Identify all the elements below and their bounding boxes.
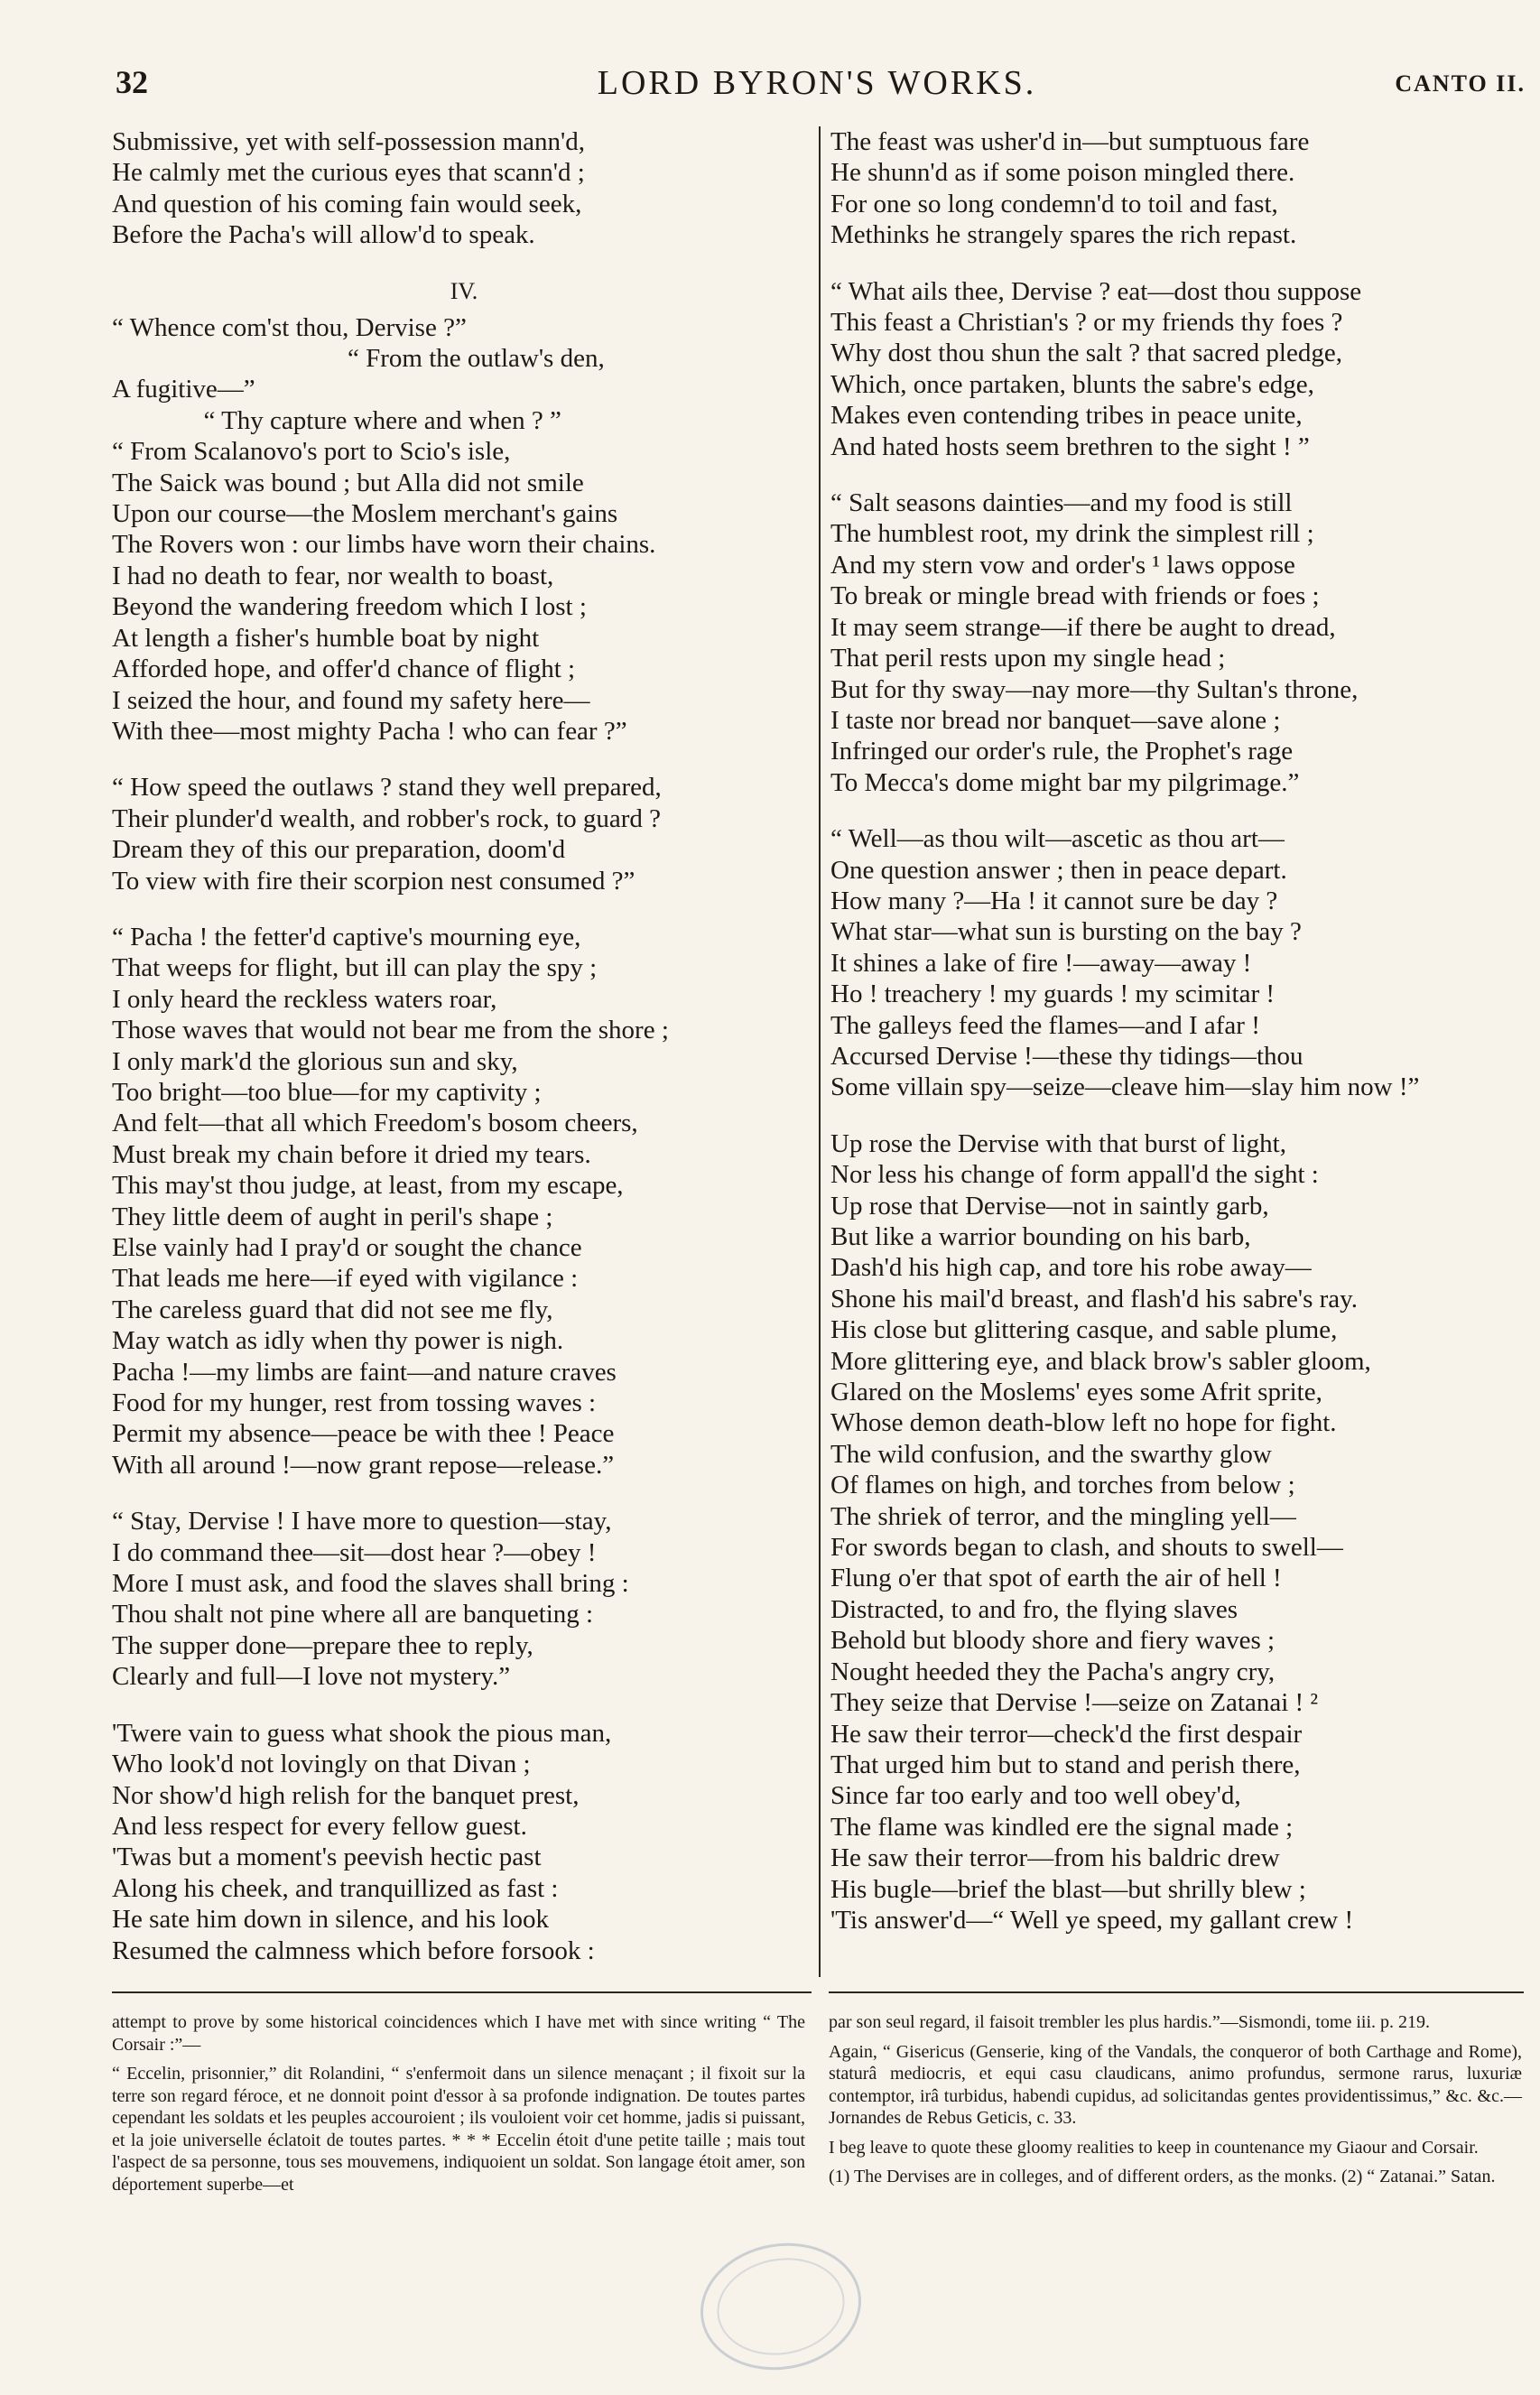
verse-line: This may'st thou judge, at least, from my escape, [112,1171,624,1201]
verse-line: I do command thee—sit—dost hear ?—obey ! [112,1537,597,1567]
stanza [112,276,816,747]
verse-line: The wild confusion, and the swarthy glow [830,1439,1272,1469]
verse-line: “ Whence com'st thou, Dervise ?” [112,312,467,342]
canto-label: CANTO II. [1395,70,1526,97]
verse-line: Since far too early and too well obey'd, [830,1781,1241,1811]
verse-line: The Saick was bound ; but Alla did not smile [112,468,584,497]
verse-line: “ Thy capture where and when ? ” [112,405,561,435]
verse-line: Some villain spy—seize—cleave him—slay him now !” [830,1072,1420,1102]
verse-line: Those waves that would not bear me from the shore ; [112,1016,669,1045]
verse-line: “ Well—as thou wilt—ascetic as thou art— [830,824,1285,854]
verse-line: “ Salt seasons dainties—and my food is still [830,488,1293,518]
verse-line: The galleys feed the flames—and I afar ! [830,1010,1260,1040]
verse-line: And less respect for every fellow guest. [112,1811,527,1841]
verse-line: Distracted, to and fro, the flying slaves [830,1594,1238,1624]
footnotes-right [829,2011,1522,2195]
footnote-paragraph: I beg leave to quote these gloomy realities to keep in countenance my Giaour and Corsair. [829,2137,1479,2158]
verse-line: To view with fire their scorpion nest consumed ?” [112,866,635,896]
verse-line: The shriek of terror, and the mingling yell— [830,1501,1296,1531]
verse-line: More I must ask, and food the slaves shall bring : [112,1569,629,1599]
page-number: 32 [116,64,148,100]
verse-line: Afforded hope, and offer'd chance of flight ; [112,654,576,684]
verse-line: “ What ails thee, Dervise ? eat—dost thou suppose [830,276,1362,306]
verse-line: For one so long condemn'd to toil and fast, [830,189,1278,218]
verse-line: What star—what sun is bursting on the bay ? [830,917,1302,947]
stanza [112,1718,816,1966]
stanza [830,1128,1526,1936]
verse-line: Of flames on high, and torches from below ; [830,1471,1295,1500]
verse-line: Resumed the calmness which before forsook : [112,1935,595,1965]
verse-line: He calmly met the curious eyes that scann'd ; [112,158,585,188]
verse-line: They little deem of aught in peril's shape ; [112,1202,553,1231]
verse-line: Their plunder'd wealth, and robber's rock, to guard ? [112,803,661,833]
verse-line: Accursed Dervise !—these thy tidings—thou [830,1041,1303,1071]
verse-line: But for thy sway—nay more—thy Sultan's throne, [830,674,1359,704]
verse-line: The Rovers won : our limbs have worn their chains. [112,530,656,560]
verse-line: Nought heeded they the Pacha's angry cry, [830,1657,1276,1686]
verse-line: How many ?—Ha ! it cannot sure be day ? [830,886,1278,915]
verse-line: For swords began to clash, and shouts to swell— [830,1533,1343,1563]
verse-line: To break or mingle bread with friends or foes ; [830,581,1320,611]
verse-line: Dash'd his high cap, and tore his robe away— [830,1253,1312,1283]
verse-line: The supper done—prepare thee to reply, [112,1630,533,1660]
verse-line: Thou shalt not pine where all are banqueting : [112,1600,594,1629]
footnote-rule-left [112,1991,812,1993]
footnote-paragraph: attempt to prove by some historical coincidences which I have met with since writing “ The Corsair :”— [112,2012,805,2055]
verse-line: Ho ! treachery ! my guards ! my scimitar ! [830,979,1276,1009]
verse-line: Nor show'd high relish for the banquet prest, [112,1780,580,1810]
verse-line: 'Tis answer'd—“ Well ye speed, my gallant crew ! [830,1905,1354,1935]
verse-line: And felt—that all which Freedom's bosom cheers, [112,1109,638,1138]
verse-line: “ Pacha ! the fetter'd captive's mourning eye, [112,922,581,952]
verse-line: Upon our course—the Moslem merchant's gains [112,499,618,529]
verse-line: Flung o'er that spot of earth the air of hell ! [830,1564,1282,1593]
verse-line: Else vainly had I pray'd or sought the chance [112,1233,582,1262]
stanza [830,276,1526,462]
verse-line: Whose demon death-blow left no hope for fight. [830,1408,1337,1438]
verse-line: Nor less his change of form appall'd the sight : [830,1160,1319,1190]
verse-line: It shines a lake of fire !—away—away ! [830,948,1252,978]
verse-line: That leads me here—if eyed with vigilance : [112,1264,579,1294]
verse-line: With all around !—now grant repose—release.” [112,1450,615,1480]
verse-line: I seized the hour, and found my safety here— [112,685,590,715]
verse-line: I had no death to fear, nor wealth to boast, [112,561,554,590]
footnotes-left [112,2011,805,2203]
stanza [830,126,1526,251]
verse-line: A fugitive—” [112,375,255,404]
stanza [830,487,1526,798]
verse-line: And question of his coming fain would seek, [112,189,582,218]
verse-line: His bugle—brief the blast—but shrilly blew ; [830,1874,1306,1904]
verse-line: That urged him but to stand and perish there, [830,1750,1301,1779]
verse-line: More glittering eye, and black brow's sabler gloom, [830,1346,1371,1376]
library-stamp-icon [684,2225,877,2389]
verse-line: He sate him down in silence, and his look [112,1905,550,1935]
stanza [112,126,816,251]
footnote-rule-right [829,1991,1524,1993]
verse-line: May watch as idly when thy power is nigh. [112,1326,564,1356]
verse-line: Glared on the Moslems' eyes some Afrit sprite, [830,1378,1322,1407]
verse-line: I only mark'd the glorious sun and sky, [112,1046,518,1076]
footnote-paragraph: (1) The Dervises are in colleges, and of different orders, as the monks. (2) “ Zatanai.” Satan. [829,2167,1496,2186]
verse-line: Shone his mail'd breast, and flash'd his sabre's ray. [830,1284,1359,1314]
verse-line: This feast a Christian's ? or my friends thy foes ? [830,308,1343,338]
footnote-paragraph: “ Eccelin, prisonnier,” dit Rolandini, “ s'enfermoit dans un silence menaçant ; il fixoit sur la terre son regard féroce, et ne donnoit point d'essor à sa profonde indignation. De toutes partes cependant les soldats et les peuples accouroient ; ils vouloient voir cet homme, jadis si puissant, et la joie universelle éclatoit de toutes partes. * * * Eccelin étoit d'une petite taille ; mais tout l'aspect de sa personne, tous ses mouvemens, indiquoient un soldat. Son langage étoit amer, son déportement superbe—et [112,2064,805,2195]
verse-line: Behold but bloody shore and fiery waves ; [830,1626,1276,1656]
verse-line: It may seem strange—if there be aught to dread, [830,612,1336,642]
section-number: IV. [450,277,478,304]
verse-line: Why dost thou shun the salt ? that sacred pledge, [830,339,1342,368]
verse-line: He saw their terror—check'd the first despair [830,1719,1303,1749]
verse-line: Must break my chain before it dried my tears. [112,1139,591,1169]
column-divider [819,126,821,1977]
verse-line: Along his cheek, and tranquillized as fast : [112,1873,559,1903]
verse-line: Up rose that Dervise—not in saintly garb, [830,1191,1269,1221]
verse-line: I only heard the reckless waters roar, [112,984,497,1014]
verse-line: “ How speed the outlaws ? stand they well prepared, [112,773,662,803]
verse-line: Food for my hunger, rest from tossing waves : [112,1388,597,1418]
verse-line: Clearly and full—I love not mystery.” [112,1662,511,1692]
page-header [108,63,1526,108]
verse-line: He saw their terror—from his baldric drew [830,1843,1280,1873]
stanza [830,823,1526,1103]
verse-line: Beyond the wandering freedom which I lost ; [112,592,587,622]
verse-line: That weeps for flight, but ill can play the spy ; [112,953,598,983]
verse-line: “ Stay, Dervise ! I have more to question—stay, [112,1507,612,1536]
verse-line: Too bright—too blue—for my captivity ; [112,1077,542,1107]
verse-line: The flame was kindled ere the signal made ; [830,1812,1294,1842]
verse-line: Before the Pacha's will allow'd to speak. [112,220,535,250]
verse-line: “ From Scalanovo's port to Scio's isle, [112,437,511,467]
verse-line: 'Twas but a moment's peevish hectic past [112,1843,542,1872]
footnote-paragraph: par son seul regard, il faisoit trembler les plus hardis.”—Sismondi, tome iii. p. 219. [829,2012,1431,2032]
verse-line: Dream they of this our preparation, doom'd [112,835,566,865]
verse-line: 'Twere vain to guess what shook the pious man, [112,1718,612,1748]
verse-line: I taste nor bread nor banquet—save alone ; [830,705,1281,735]
verse-line: The careless guard that did not see me fly, [112,1295,553,1324]
stanza [112,922,816,1481]
verse-line: Which, once partaken, blunts the sabre's edge, [830,369,1314,399]
running-title: LORD BYRON'S WORKS. [597,64,1037,102]
verse-line: The feast was usher'd in—but sumptuous fare [830,127,1310,156]
right-poem-column [830,126,1526,1961]
verse-line: They seize that Dervise !—seize on Zatanai ! ² [830,1688,1319,1718]
verse-line: But like a warrior bounding on his barb, [830,1222,1251,1251]
verse-line: The humblest root, my drink the simplest rill ; [830,519,1314,549]
verse-line: Permit my absence—peace be with thee ! Peace [112,1419,615,1449]
footnote-paragraph: Again, “ Gisericus (Genserie, king of the Vandals, the conqueror of both Carthage and Rome), staturâ mediocris, et equi casu claudicans, animo profundus, sermone rarus, luxuriæ contemptor, irâ turbidus, habendi cupidus, ad solicitandas gentes providentissimus,” &c. &c.—Jornandes de Rebus Geticis, c. 33. [829,2041,1522,2128]
verse-line: With thee—most mighty Pacha ! who can fear ?” [112,716,627,746]
verse-line: That peril rests upon my single head ; [830,644,1226,673]
verse-line: Who look'd not lovingly on that Divan ; [112,1750,531,1779]
verse-line: Methinks he strangely spares the rich repast. [830,220,1297,250]
verse-line: To Mecca's dome might bar my pilgrimage.” [830,767,1300,797]
verse-line: Infringed our order's rule, the Prophet's rage [830,737,1294,766]
verse-line: At length a fisher's humble boat by night [112,623,540,653]
verse-line: He shunn'd as if some poison mingled there. [830,158,1295,188]
verse-line: Makes even contending tribes in peace unite, [830,401,1303,431]
stanza [112,772,816,896]
verse-line: Up rose the Dervise with that burst of light, [830,1128,1286,1158]
stanza [112,1506,816,1692]
verse-line: One question answer ; then in peace depart. [830,855,1287,885]
left-poem-column [112,126,816,1991]
verse-line: His close but glittering casque, and sable plume, [830,1315,1338,1345]
verse-line: Pacha !—my limbs are faint—and nature craves [112,1357,617,1387]
verse-line: Submissive, yet with self-possession mann'd, [112,127,585,156]
verse-line: And my stern vow and order's ¹ laws oppose [830,550,1295,580]
verse-line: “ From the outlaw's den, [112,344,605,374]
verse-line: And hated hosts seem brethren to the sight ! ” [830,432,1310,461]
